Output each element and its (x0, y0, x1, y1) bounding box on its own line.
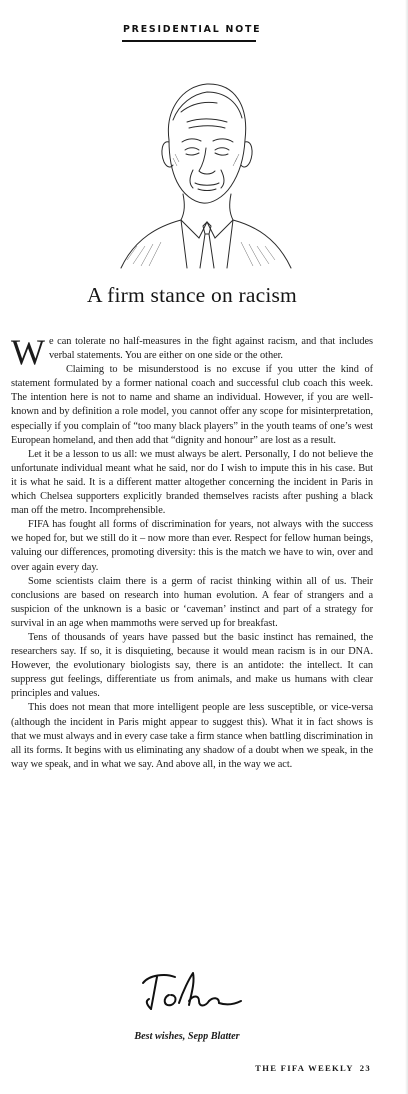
article-paragraph: We can tolerate no half-measures in the fight against racism, and that includes verbal statements. You are either on one side or the other. (11, 332, 373, 372)
article-paragraph: Let it be a lesson to us all: we must always be alert. Personally, I do not believe the unfortunate individual meant what he said, nor do I wish to impute this in his case. But it is what he said. It is a different matter altogether concerning the incident in Paris in which Chelsea supporters explicitly branded themselves racists after pushing a black man off the metro. Incomprehensible. (11, 448, 373, 517)
page-footer (255, 1063, 371, 1073)
publication-name: THE FIFA WEEKLY (255, 1063, 354, 1073)
page-number: 23 (359, 1063, 371, 1073)
article-headline: A firm stance on racism (87, 283, 297, 307)
handwritten-signature (135, 965, 245, 1017)
article-paragraph: Some scientists claim there is a germ of racist thinking within all of us. Their conclusions are based on research into human evolution. A fear of strangers and a suspicion of the unknown is a basic or ‘caveman’ instinct and part of a strategy for survival in an age when mammoths were served up for breakfast. (11, 575, 373, 629)
signoff: Best wishes, Sepp Blatter (134, 1031, 240, 1042)
article-paragraph: This does not mean that more intelligent people are less susceptible, or vice-versa (although the incident in Paris might appear to suggest this). What it in fact shows is that we must always and in every case take a firm stance when battling discrimination in all its forms. It begins with us eliminating any shadow of a doubt when we speak, in the way we speak, and in what we say. And above all, in the way we act. (11, 702, 373, 770)
article-body (11, 332, 373, 772)
article-paragraph: FIFA has fought all forms of discrimination for years, not always with the success we hoped for, but we still do it – now more than ever. Respect for fellow human beings, valuing our differences, promoting diversity: this is the match we have to win, over and over again every day. (11, 519, 373, 573)
portrait-illustration (107, 70, 295, 270)
drop-cap: W (11, 332, 45, 372)
article-paragraph: Claiming to be misunderstood is no excuse if you utter the kind of statement formulated by a former national coach and successful club coach this week. The intention here is not to name and shame an individual. However, if you are well-known and by definition a role model, you cannot offer any scope for misinterpretation, especially if you complain of “too many black players” in the youth teams of one’s west European homeland, and then add that “dignity and honour” are lost as a result. (11, 364, 373, 446)
article-paragraph: Tens of thousands of years have passed but the basic instinct has remained, the researchers say. If so, it is disquieting, because it would mean racism is in our DNA. However, the evolutionary biologists say, there is an antidote: the intellect. It can suppress gut feelings, differentiate us from animals, and make us humans with clear principles and values. (11, 631, 373, 700)
kicker-underline (122, 40, 256, 42)
section-kicker: PRESIDENTIAL NOTE (123, 24, 262, 35)
